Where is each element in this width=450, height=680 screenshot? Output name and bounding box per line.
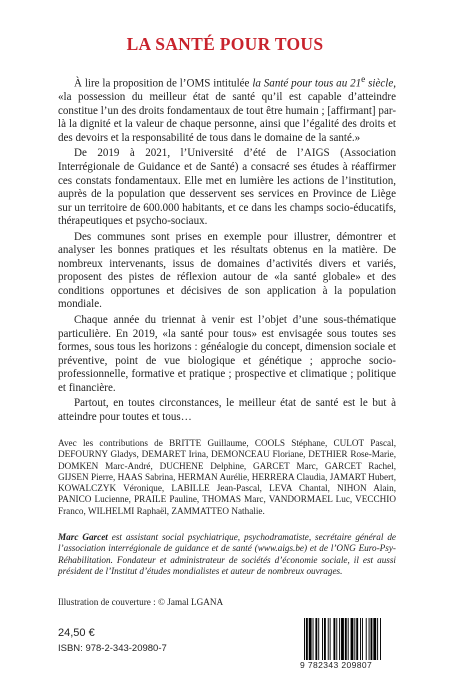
book-title: LA SANTÉ POUR TOUS (126, 34, 324, 54)
barcode-digits: 9 782343 209807 (300, 660, 400, 670)
paragraph-1-intro: À lire la proposition de l’OMS intitulée (74, 77, 253, 90)
author-name: Marc Garcet (58, 532, 108, 542)
paragraph-1-quote: , «la possession du meilleur état de santé qu’il est capable d’atteindre constitue l’un des droits fondamentaux de tout être humain ; [affirmant] par-là la dignité et la valeur de chaque personne, ainsi que l’égalité des droits et des devoirs et la responsabilité de tous dans le domaine de la santé.» (58, 77, 396, 144)
contributors-list: Avec les contributions de BRITTE Guillaume, COOLS Stéphane, CULOT Pascal, DEFOURNY Gladys, DEMARET Irina, DEMONCEAU Floriane, DETHIER Rose-Marie, DOMKEN Marc-André, DUCHENE Delphine, GARCET Marc, GARCET Rachel, GIJSEN Pierre, HAAS Sabrina, HERMAN Aurélie, HERRERA Claudia, JAMART Hubert, KOWALCZYK Véronique, LABILLE Jean-Pascal, LEVA Chantal, NIHON Alain, PANICO Lucienne, PRAILE Pauline, THOMAS Marc, VANDORMAEL Luc, VECCHIO Franco, WILHELMI Raphaël, ZAMMATTEO Nathalie. (58, 438, 396, 516)
author-description: est assistant social psychiatrique, psychodramatiste, secrétaire général de l’association interrégionale de guidance et de santé (www.aigs.be) et de l’ONG Euro-Psy-Réhabilitation. Fondateur et administrateur de sociétés d’économie sociale, il est aussi président de l’Institut d’études mondialistes et auteur de nombreux ouvrages. (58, 532, 396, 576)
paragraph-1-title: la Santé pour tous au 21 (252, 77, 362, 90)
illustration-credit: Illustration de couverture : © Jamal LGANA (58, 597, 224, 607)
back-cover-text (58, 73, 396, 426)
isbn: ISBN: 978-2-343-20980-7 (58, 643, 167, 654)
paragraph-5: Partout, en toutes circonstances, le meilleur état de santé est le but à atteindre pour toutes et tous… (58, 397, 396, 423)
barcode-bars-icon (300, 618, 400, 660)
paragraph-1 (58, 73, 396, 145)
paragraph-4: Chaque année du triennat à venir est l’objet d’une sous-thématique particulière. En 2019, «la santé pour tous» est envisagée sous toutes ses formes, sous tous les horizons : généalogie du concept, dimension sociale et préventive, point de vue biologique et génétique ; approche socio-professionnelle, formative et pratique ; prospective et climatique ; politique et financière. (58, 313, 396, 394)
price: 24,50 € (58, 627, 95, 639)
century-superscript: e (361, 74, 366, 84)
paragraph-3: Des communes sont prises en exemple pour illustrer, démontrer et analyser les bonnes pratiques et les résultats obtenus en la matière. De nombreux intervenants, issus de domaines d’activités divers et variés, proposent des pistes de réflexion autour de «la santé globale» et des conditions opportunes et décisives de son application à la population mondiale. (58, 230, 396, 311)
paragraph-2: De 2019 à 2021, l’Université d’été de l’AIGS (Association Interrégionale de Guidance et de Santé) a consacré ses études à réaffirmer ces constats fondamentaux. Elle met en lumière les actions de l’institution, auprès de la population que desservent ses services en Province de Liège sur un territoire de 600.000 habitants, et ce dans les champs socio-éducatifs, thérapeutiques et psycho-sociaux. (58, 147, 396, 228)
author-bio (58, 532, 396, 577)
paragraph-1-title-end: siècle (365, 77, 394, 90)
barcode (300, 618, 400, 670)
